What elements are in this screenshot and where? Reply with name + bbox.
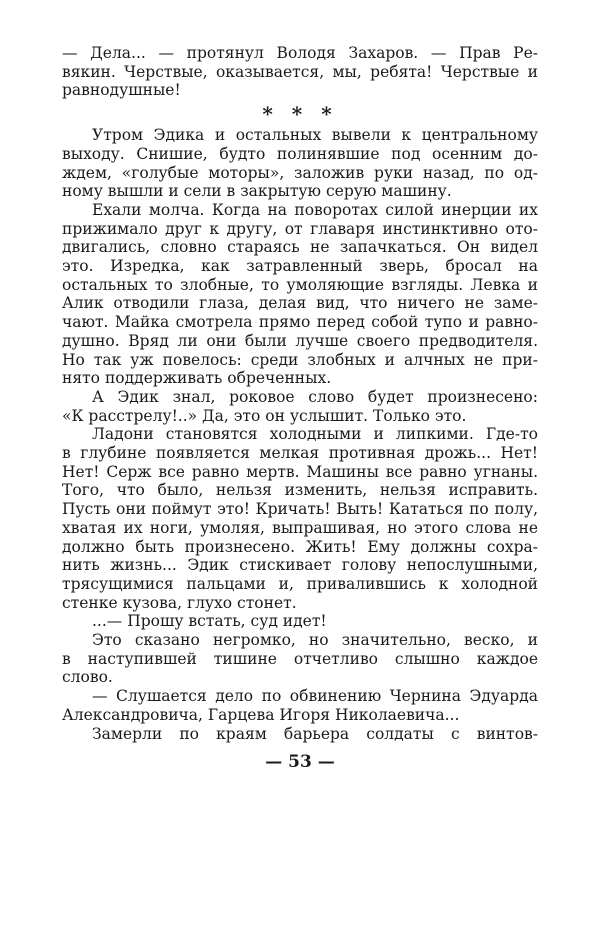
- text-line: Того, что было, нельзя изменить, нельзя исправить.: [62, 481, 538, 500]
- text-line: в наступившей тишине отчетливо слышно каждое: [62, 649, 538, 668]
- text-line: — Слушается дело по обвинению Чернина Эдуарда: [92, 687, 538, 706]
- text-line: равнодушные!: [62, 81, 181, 100]
- text-line: прижимало друг к другу, от главаря инстинктивно отo-: [62, 219, 538, 238]
- text-line: Это сказано негромко, но значительно, веско, и: [92, 631, 538, 649]
- text-line: стенке кузова, глухо стонет.: [62, 593, 297, 612]
- text-line: Замерли по краям барьера солдаты с винтов-: [92, 724, 538, 743]
- text-line: остальных то злобные, то умоляющие взгляды. Левка и: [62, 275, 538, 294]
- text-line: чают. Майка смотрела прямо перед собой тупо и равно-: [62, 313, 538, 332]
- text-line: слово.: [62, 668, 113, 687]
- text-line: ному вышли и сели в закрытую серую машину.: [62, 182, 452, 201]
- text-line: ...— Прошу встать, суд идет!: [92, 612, 327, 631]
- text-line: «К расстрелу!..» Да, это он услышит. Только это.: [62, 406, 467, 425]
- text-line: это. Изредка, как затравленный зверь, бросал на: [62, 257, 538, 275]
- text-line: нято поддерживать обреченных.: [62, 369, 332, 388]
- text-line: Нет! Серж все равно мертв. Машины все равно угнаны.: [62, 462, 538, 481]
- section-separator: * * *: [262, 102, 338, 127]
- text-line: должно быть произнесено. Жить! Ему должны сохра-: [62, 537, 538, 556]
- text-line: — Дела... — протянул Володя Захаров. — Прав Ре-: [62, 44, 538, 62]
- text-line: выходу. Снишие, будто полинявшие под осенним до-: [62, 144, 538, 163]
- text-line: в глубине появляется мелкая противная дрожь... Нет!: [62, 444, 538, 462]
- page-number: — 53 —: [265, 752, 335, 773]
- text-line: А Эдик знал, роковое слово будет произнесено:: [92, 387, 538, 406]
- text-line: Но так уж повелось: среди злобных и алчных не при-: [62, 350, 538, 369]
- text-line: Ехали молча. Когда на поворотах силой инерции их: [92, 200, 538, 219]
- text-line: хватая их ноги, умоляя, выпрашивая, но этого слова не: [62, 518, 538, 537]
- text-line: двигались, словно стараясь не запачкаться. Он видел: [62, 238, 538, 257]
- text-line: душно. Вряд ли они были лучше своего предводителя.: [62, 331, 538, 350]
- text-line: вякин. Черствые, оказывается, мы, ребята! Черствые и: [62, 62, 538, 81]
- text-line: Пусть они поймут это! Кричать! Выть! Кататься по полу,: [62, 500, 538, 519]
- text-line: ждем, «голубые моторы», заложив руки назад, по од-: [62, 163, 538, 182]
- text-line: Ладони становятся холодными и липкими. Где-то: [92, 425, 538, 444]
- text-line: Александровича, Гарцева Игоря Николаевича...: [62, 705, 460, 724]
- text-line: Утром Эдика и остальных вывели к центральному: [92, 126, 538, 145]
- text-line: Алик отводили глаза, делая вид, что ничего не заме-: [62, 294, 538, 313]
- text-line: нить жизнь... Эдик стискивает голову непослушными,: [62, 556, 538, 575]
- text-line: трясущимися пальцами и, привалившись к холодной: [62, 574, 538, 593]
